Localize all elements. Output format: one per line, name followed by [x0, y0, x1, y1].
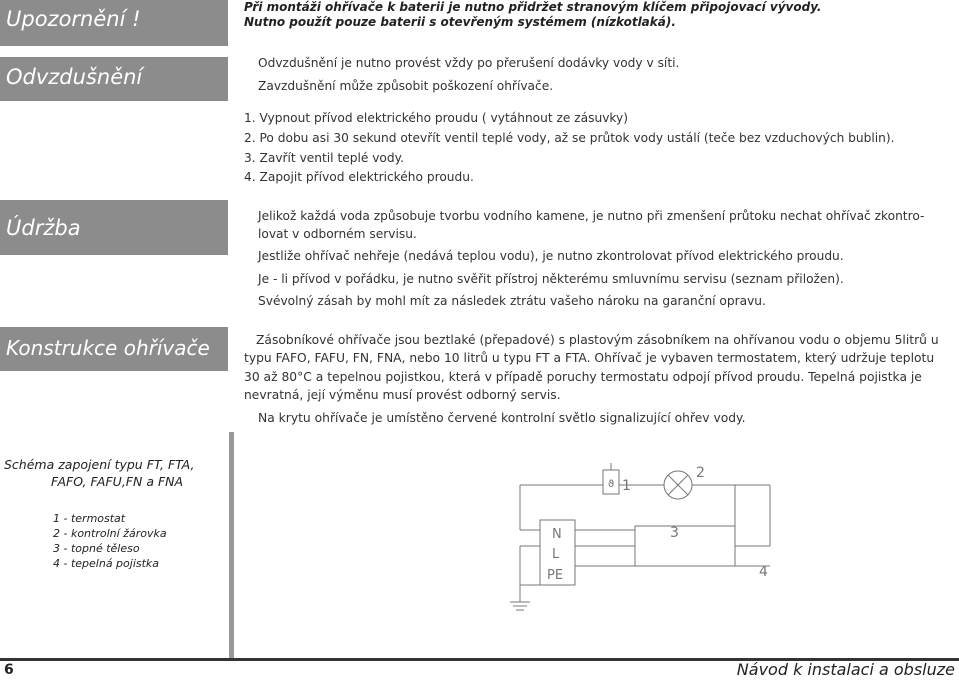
odvzdusneni-step-1: 1. Vypnout přívod elektrického proudu ( vytáhnout ze zásuvky): [244, 111, 629, 125]
heading-odvzdusneni-band: [0, 57, 228, 101]
konstrukce-line-4: nevratná, její výměnu musí provést odborný servis.: [244, 388, 561, 402]
odvzdusneni-para-1: Odvzdušnění je nutno provést vždy po přerušení dodávky vody v síti.: [258, 56, 680, 70]
konstrukce-line-1: Zásobníkové ohřívače jsou beztlaké (přepadové) s plastovým zásobníkem na ohřívanou vodu o objemu 5litrů u: [256, 333, 939, 347]
label-3: 3: [670, 525, 679, 541]
page-number: 6: [4, 662, 14, 678]
thermostat-symbol-label: ϑ: [608, 479, 615, 490]
udrzba-para-1a: Jelikož každá voda způsobuje tvorbu vodního kamene, je nutno při zmenšení průtoku nechat ohřívač zkontro-: [258, 209, 925, 223]
schema-title-1: Schéma zapojení typu FT, FTA,: [4, 457, 195, 472]
terminal-l: L: [552, 547, 560, 562]
legend-item: 1 - termostat: [53, 512, 126, 525]
odvzdusneni-step-3: 3. Zavřít ventil teplé vody.: [244, 151, 404, 165]
udrzba-para-1b: lovat v odborném servisu.: [258, 227, 417, 241]
heading-udrzba: Údržba: [6, 216, 81, 240]
konstrukce-line-2: typu FAFO, FAFU, FN, FNA, nebo 10 litrů u typu FT a FTA. Ohřívač je vybaven termostatem, který udržuje teplotu: [244, 351, 935, 365]
heading-odvzdusneni: Odvzdušnění: [6, 65, 143, 89]
label-2: 2: [696, 465, 705, 481]
heading-konstrukce-band: [0, 327, 228, 371]
udrzba-para-3: Je - li přívod v pořádku, je nutno svěřit přístroj některému smluvnímu servisu (seznam přiložen).: [258, 272, 844, 286]
odvzdusneni-step-2: 2. Po dobu asi 30 sekund otevřít ventil teplé vody, až se průtok vody ustálí (teče bez vzduchových bublin).: [244, 131, 895, 145]
heading-upozorneni-band: [0, 0, 228, 46]
udrzba-para-2: Jestliže ohřívač nehřeje (nedává teplou vodu), je nutno zkontrolovat přívod elektrického proudu.: [258, 249, 844, 263]
heating-element-symbol: [635, 526, 735, 566]
label-4: 4: [759, 564, 768, 580]
legend-item: 2 - kontrolní žárovka: [53, 527, 167, 540]
heading-udrzba-band: [0, 200, 228, 255]
left-column-rule: [229, 432, 234, 658]
schema-title-2: FAFO, FAFU,FN a FNA: [51, 474, 184, 489]
label-1: 1: [622, 478, 631, 494]
upozorneni-text-1: Při montáži ohřívače k baterii je nutno přidržet stranovým klíčem připojovací vývody.: [244, 0, 822, 14]
upozorneni-text-2: Nutno použít pouze baterii s otevřeným systémem (nízkotlaká).: [244, 15, 676, 29]
terminal-n: N: [552, 527, 562, 542]
wiring-diagram: [490, 450, 790, 630]
konstrukce-line-3: 30 až 80°C a tepelnou pojistkou, která v případě poruchy termostatu odpojí přívod proudu. Tepelná pojistka je: [244, 370, 922, 384]
footer-title: Návod k instalaci a obsluze: [736, 660, 955, 679]
legend-item: 4 - tepelná pojistka: [53, 557, 160, 570]
heading-upozorneni: Upozornění !: [6, 7, 141, 31]
odvzdusneni-para-2: Zavzdušnění může způsobit poškození ohřívače.: [258, 79, 554, 93]
heading-konstrukce: Konstrukce ohřívače: [6, 336, 210, 360]
odvzdusneni-step-4: 4. Zapojit přívod elektrického proudu.: [244, 170, 474, 184]
schema-legend: [53, 511, 167, 571]
udrzba-para-4: Svévolný zásah by mohl mít za následek ztrátu vašeho nároku na garanční opravu.: [258, 294, 766, 308]
legend-item: 3 - topné těleso: [53, 542, 140, 555]
konstrukce-line-5: Na krytu ohřívače je umístěno červené kontrolní světlo signalizující ohřev vody.: [258, 411, 746, 425]
terminal-pe: PE: [547, 568, 564, 583]
